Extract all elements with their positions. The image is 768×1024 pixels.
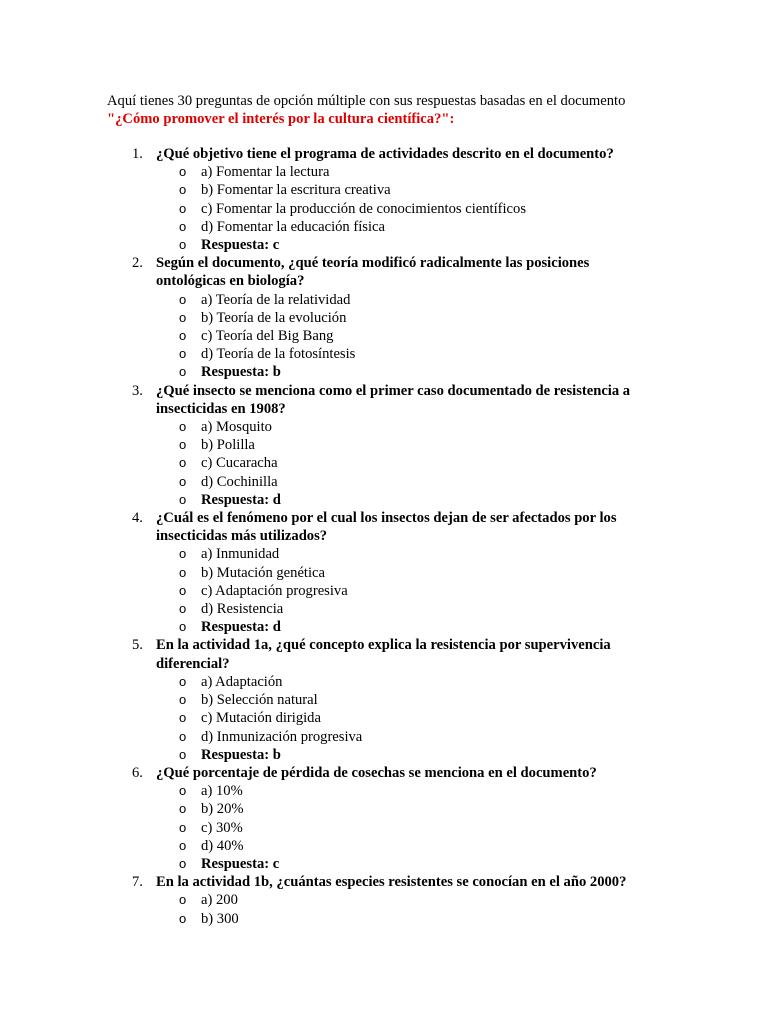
bullet-icon: o [179,200,187,216]
question-item [132,145,656,254]
bullet-icon: o [179,291,187,307]
option-text: b) Selección natural [201,692,318,709]
bullet-icon: o [179,309,187,325]
option-item [156,910,656,928]
answer-text: Respuesta: d [201,491,281,508]
answer-item [156,855,656,873]
option-text: d) Cochinilla [201,473,278,490]
option-list [156,782,656,873]
answer-item [156,618,656,636]
answer-text: Respuesta: c [201,855,280,872]
bullet-icon: o [179,564,187,580]
option-item [156,691,656,709]
option-text: a) Teoría de la relatividad [201,291,351,308]
intro [107,92,667,128]
option-item [156,218,656,236]
bullet-icon: o [179,619,187,635]
option-text: d) Fomentar la educación física [201,218,385,235]
answer-item [156,236,656,254]
option-item [156,473,656,491]
option-text: c) Adaptación progresiva [201,582,348,599]
option-item [156,582,656,600]
option-list [156,163,656,254]
bullet-icon: o [179,728,187,744]
option-text: b) Teoría de la evolución [201,309,347,326]
answer-text: Respuesta: b [201,746,281,763]
bullet-icon: o [179,237,187,253]
question-item [132,254,656,381]
option-text: a) 10% [201,783,243,800]
answer-item [156,491,656,509]
option-text: a) 200 [201,892,238,909]
option-list [156,673,656,764]
option-list [156,545,656,636]
bullet-icon: o [179,419,187,435]
question-item [132,636,656,763]
question-number: 1. [132,146,143,162]
question-number: 5. [132,637,143,654]
option-item [156,200,656,218]
bullet-icon: o [179,855,187,871]
question-text: En la actividad 1b, ¿cuántas especies resistentes se conocían en el año 2000? [156,874,627,891]
option-item [156,673,656,691]
question-text: ¿Qué objetivo tiene el programa de actividades descrito en el documento? [156,146,614,162]
answer-text: Respuesta: b [201,364,281,381]
option-item [156,454,656,472]
bullet-icon: o [179,346,187,362]
bullet-icon: o [179,328,187,344]
question-number: 3. [132,382,143,399]
question-number: 2. [132,255,143,272]
option-item [156,545,656,563]
question-item [132,382,656,509]
option-item [156,891,656,909]
question-text: ¿Cuál es el fenómeno por el cual los insectos dejan de ser afectados por los insecticidas más utilizados? [156,510,617,545]
answer-item [156,746,656,764]
bullet-icon: o [179,164,187,180]
question-text: En la actividad 1a, ¿qué concepto explica la resistencia por supervivencia diferencial? [156,637,611,672]
option-text: c) Mutación dirigida [201,710,321,727]
question-text: Según el documento, ¿qué teoría modificó radicalmente las posiciones ontológicas en biología? [156,255,590,290]
answer-text: Respuesta: d [201,619,281,636]
option-item [156,181,656,199]
option-item [156,345,656,363]
question-number: 7. [132,874,143,891]
option-item [156,819,656,837]
option-text: b) 20% [201,801,244,818]
bullet-icon: o [179,819,187,835]
option-text: b) Polilla [201,437,255,454]
option-item [156,728,656,746]
bullet-icon: o [179,892,187,908]
option-item [156,309,656,327]
option-item [156,163,656,181]
bullet-icon: o [179,692,187,708]
question-item [132,764,656,873]
option-text: a) Fomentar la lectura [201,164,330,181]
question-item [132,509,656,636]
option-item [156,800,656,818]
bullet-icon: o [179,218,187,234]
option-text: c) Fomentar la producción de conocimientos científicos [201,200,527,217]
option-item [156,709,656,727]
question-list [132,145,656,928]
bullet-icon: o [179,837,187,853]
option-item [156,436,656,454]
bullet-icon: o [179,182,187,198]
bullet-icon: o [179,364,187,380]
bullet-icon: o [179,582,187,598]
bullet-icon: o [179,710,187,726]
intro-line: Aquí tienes 30 preguntas de opción múltiple con sus respuestas basadas en el documento [107,93,626,109]
question-number: 4. [132,510,143,527]
option-text: c) 30% [201,819,243,836]
bullet-icon: o [179,491,187,507]
option-list [156,891,656,927]
option-item [156,600,656,618]
answer-item [156,363,656,381]
option-text: a) Mosquito [201,419,272,436]
option-text: c) Teoría del Big Bang [201,328,334,345]
bullet-icon: o [179,746,187,762]
option-text: d) 40% [201,837,244,854]
option-list [156,418,656,509]
question-text: ¿Qué porcentaje de pérdida de cosechas se menciona en el documento? [156,764,597,781]
option-item [156,327,656,345]
option-text: c) Cucaracha [201,455,278,472]
option-list [156,291,656,382]
bullet-icon: o [179,673,187,689]
bullet-icon: o [179,801,187,817]
option-item [156,418,656,436]
option-text: b) 300 [201,910,239,927]
option-text: d) Resistencia [201,601,284,618]
question-text: ¿Qué insecto se menciona como el primer caso documentado de resistencia a insecticidas en 1908? [156,382,631,417]
option-text: d) Teoría de la fotosíntesis [201,346,356,363]
bullet-icon: o [179,601,187,617]
bullet-icon: o [179,437,187,453]
question-number: 6. [132,764,143,781]
option-text: b) Fomentar la escritura creativa [201,182,391,199]
bullet-icon: o [179,910,187,926]
option-text: d) Inmunización progresiva [201,728,363,745]
question-item [132,873,656,928]
bullet-icon: o [179,783,187,799]
option-item [156,837,656,855]
option-text: a) Adaptación [201,673,283,690]
bullet-icon: o [179,546,187,562]
bullet-icon: o [179,473,187,489]
document-title: "¿Cómo promover el interés por la cultura científica?": [107,111,455,128]
bullet-icon: o [179,455,187,471]
option-text: b) Mutación genética [201,564,325,581]
answer-text: Respuesta: c [201,237,280,254]
option-item [156,782,656,800]
option-item [156,564,656,582]
option-item [156,291,656,309]
option-text: a) Inmunidad [201,546,280,563]
